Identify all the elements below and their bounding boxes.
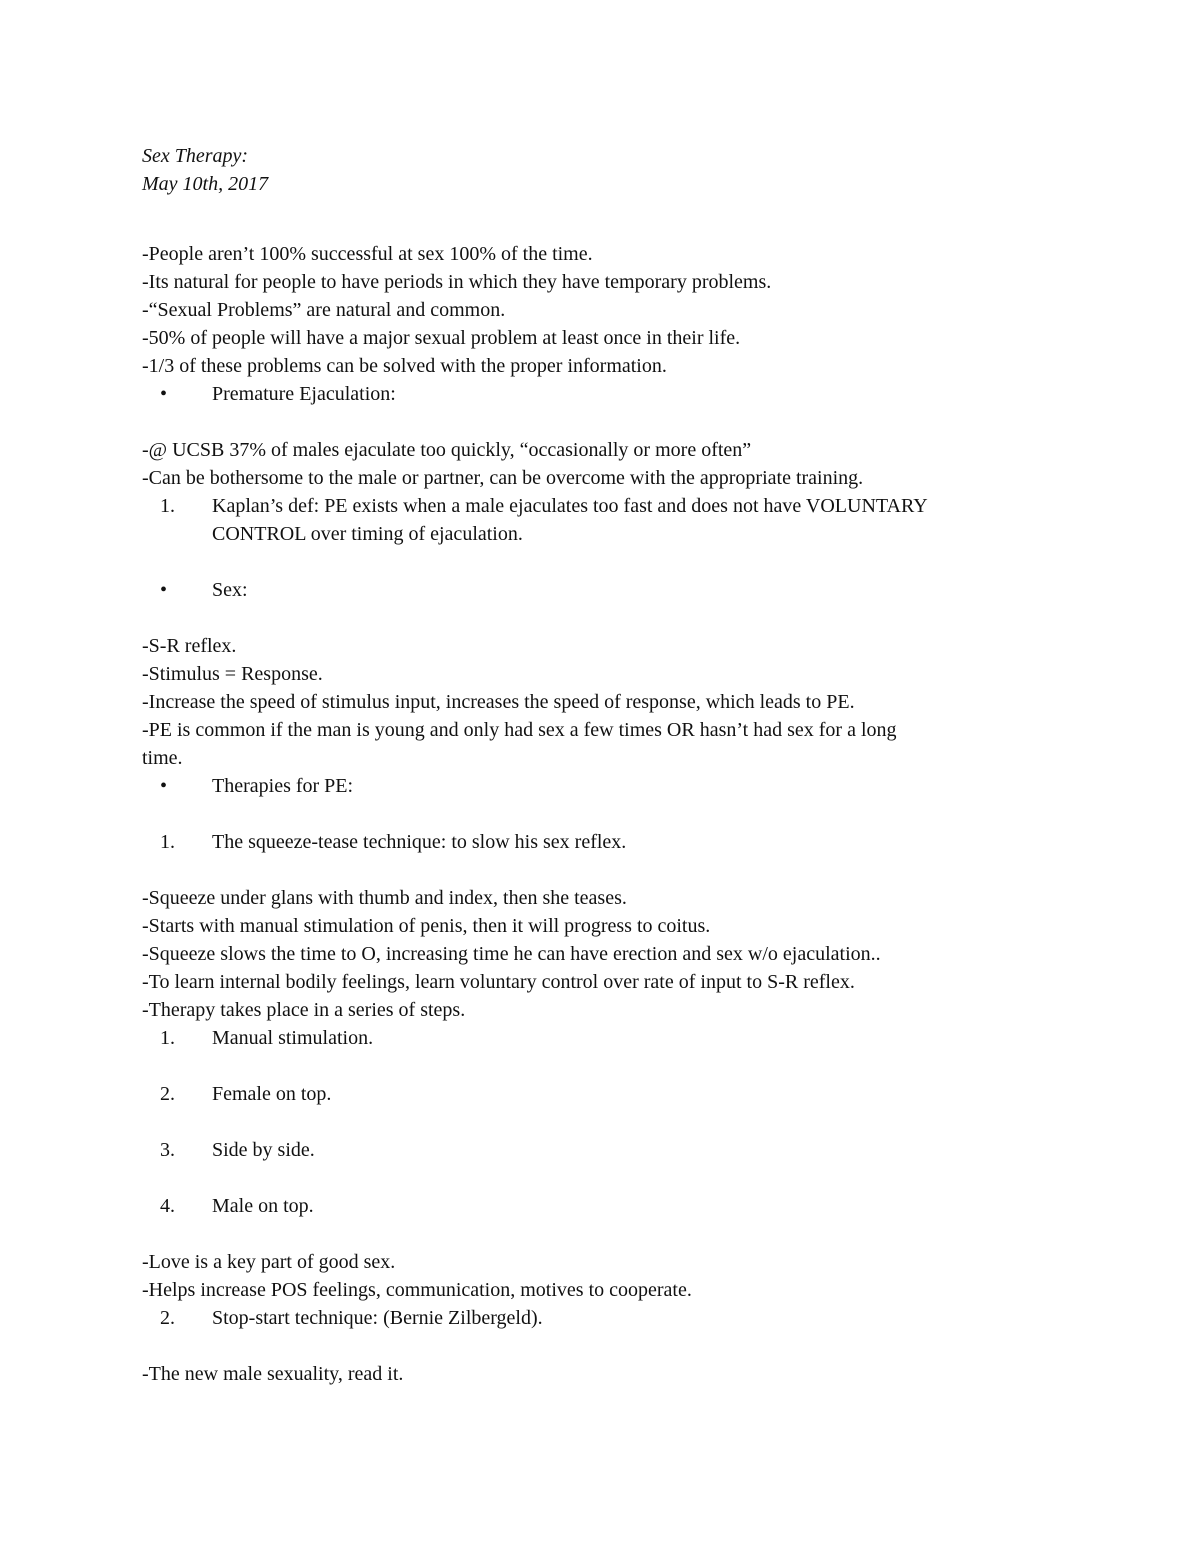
sex-line-continuation: time. <box>142 747 183 769</box>
pe-heading: Premature Ejaculation: <box>212 383 396 405</box>
pe-line: -@ UCSB 37% of males ejaculate too quickly, “occasionally or more often” <box>142 439 752 461</box>
bullet-marker: • <box>160 775 168 797</box>
bullet-marker: • <box>160 579 168 601</box>
sex-line: -Increase the speed of stimulus input, increases the speed of response, which leads to PE. <box>142 691 855 713</box>
bullet-marker: • <box>160 383 168 405</box>
love-line: -Helps increase POS feelings, communication, motives to cooperate. <box>142 1279 692 1301</box>
sex-heading: Sex: <box>212 579 248 601</box>
sex-line: -Stimulus = Response. <box>142 663 323 685</box>
technique-2-text: Stop-start technique: (Bernie Zilbergeld). <box>212 1307 543 1329</box>
list-number: 1. <box>160 831 175 853</box>
therapy-line: -Squeeze under glans with thumb and index, then she teases. <box>142 887 627 909</box>
list-number: 2. <box>160 1083 175 1105</box>
step-text: Side by side. <box>212 1139 315 1161</box>
intro-line: -Its natural for people to have periods in which they have temporary problems. <box>142 271 772 293</box>
pe-definition-continuation: CONTROL over timing of ejaculation. <box>212 523 523 545</box>
intro-line: -50% of people will have a major sexual problem at least once in their life. <box>142 327 741 349</box>
step-text: Manual stimulation. <box>212 1027 374 1049</box>
list-number: 2. <box>160 1307 175 1329</box>
therapy-line: -Starts with manual stimulation of penis, then it will progress to coitus. <box>142 915 711 937</box>
intro-line: -1/3 of these problems can be solved with the proper information. <box>142 355 667 377</box>
love-line: -Love is a key part of good sex. <box>142 1251 396 1273</box>
document-date: May 10th, 2017 <box>142 173 269 195</box>
therapy-line: -Squeeze slows the time to O, increasing time he can have erection and sex w/o ejaculation.. <box>142 943 881 965</box>
closing-line: -The new male sexuality, read it. <box>142 1363 404 1385</box>
intro-line: -“Sexual Problems” are natural and common. <box>142 299 506 321</box>
list-number: 1. <box>160 1027 175 1049</box>
technique-1-text: The squeeze-tease technique: to slow his sex reflex. <box>212 831 627 853</box>
therapies-heading: Therapies for PE: <box>212 775 354 797</box>
step-text: Female on top. <box>212 1083 332 1105</box>
pe-line: -Can be bothersome to the male or partner, can be overcome with the appropriate training. <box>142 467 864 489</box>
therapy-line: -Therapy takes place in a series of steps. <box>142 999 466 1021</box>
step-text: Male on top. <box>212 1195 314 1217</box>
list-number: 1. <box>160 495 175 517</box>
sex-line: -PE is common if the man is young and only had sex a few times OR hasn’t had sex for a long <box>142 719 897 741</box>
list-number: 4. <box>160 1195 175 1217</box>
pe-definition-text: Kaplan’s def: PE exists when a male ejaculates too fast and does not have VOLUNTARY <box>212 495 928 517</box>
list-number: 3. <box>160 1139 175 1161</box>
intro-line: -People aren’t 100% successful at sex 100% of the time. <box>142 243 593 265</box>
therapy-line: -To learn internal bodily feelings, learn voluntary control over rate of input to S-R reflex. <box>142 971 855 993</box>
sex-line: -S-R reflex. <box>142 635 237 657</box>
document-title: Sex Therapy: <box>142 145 249 167</box>
